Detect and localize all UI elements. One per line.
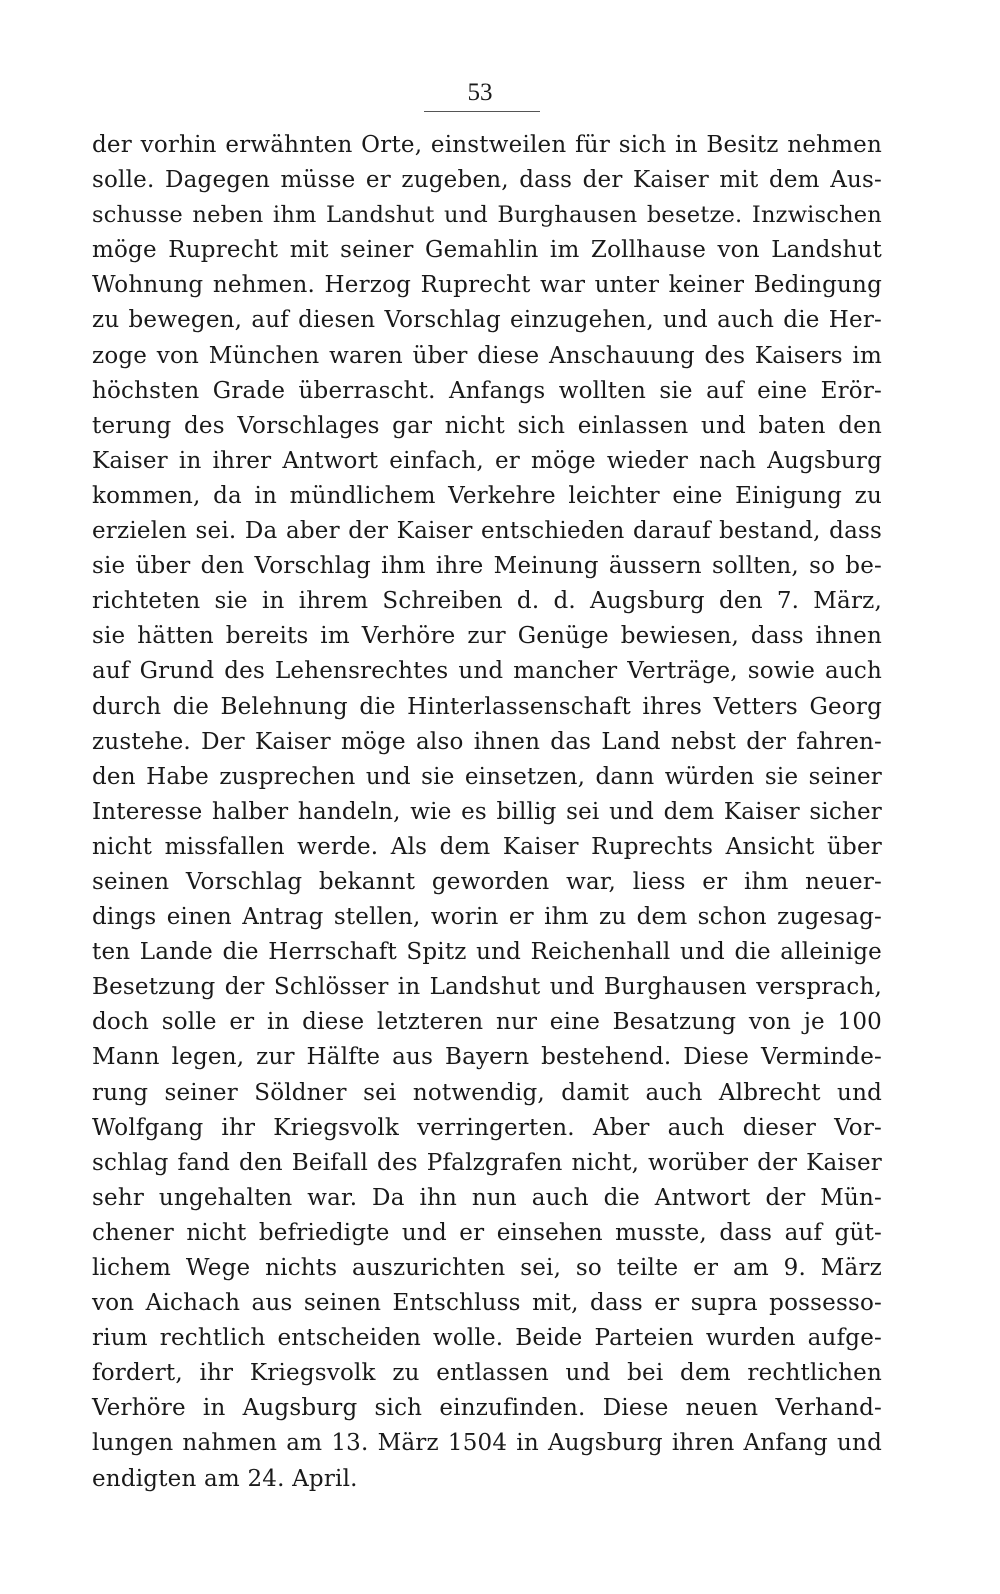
text-line: zustehe. Der Kaiser möge also ihnen das Land nebst der fahren- [92, 728, 882, 755]
text-line: solle. Dagegen müsse er zugeben, dass der Kaiser mit dem Aus- [92, 167, 882, 194]
text-line: schlag fand den Beifall des Pfalzgrafen nicht, worüber der Kaiser [92, 1149, 882, 1176]
text-line: terung des Vorschlages gar nicht sich einlassen und baten den [92, 412, 882, 439]
text-line: fordert, ihr Kriegsvolk zu entlassen und bei dem rechtlichen [92, 1360, 882, 1387]
text-line: nicht missfallen werde. Als dem Kaiser Ruprechts Ansicht über [92, 833, 882, 860]
text-line: Verhöre in Augsburg sich einzufinden. Diese neuen Verhand- [92, 1395, 882, 1422]
text-line: chener nicht befriedigte und er einsehen musste, dass auf güt- [92, 1219, 882, 1246]
text-line: Besetzung der Schlösser in Landshut und Burghausen versprach, [92, 974, 882, 1001]
text-line: Kaiser in ihrer Antwort einfach, er möge wieder nach Augsburg [92, 447, 882, 474]
text-line: endigten am 24. April. [92, 1465, 358, 1492]
text-line: lungen nahmen am 13. März 1504 in Augsburg ihren Anfang und [92, 1430, 882, 1457]
text-line: sie hätten bereits im Verhöre zur Genüge bewiesen, dass ihnen [92, 623, 882, 650]
text-line: rium rechtlich entscheiden wolle. Beide Parteien wurden aufge- [92, 1325, 882, 1352]
text-line: höchsten Grade überrascht. Anfangs wollten sie auf eine Erör- [92, 377, 882, 404]
text-line: durch die Belehnung die Hinterlassenschaft ihres Vetters Georg [92, 693, 882, 720]
text-line: erzielen sei. Da aber der Kaiser entschieden darauf bestand, dass [92, 518, 882, 545]
text-line: kommen, da in mündlichem Verkehre leichter eine Einigung zu [92, 482, 882, 509]
text-line: auf Grund des Lehensrechtes und mancher Verträge, sowie auch [92, 658, 882, 685]
text-line: Wolfgang ihr Kriegsvolk verringerten. Aber auch dieser Vor- [92, 1114, 882, 1141]
text-line: zu bewegen, auf diesen Vorschlag einzugehen, und auch die Her- [92, 307, 882, 334]
text-line: den Habe zusprechen und sie einsetzen, dann würden sie seiner [92, 763, 882, 790]
text-line: seinen Vorschlag bekannt geworden war, liess er ihm neuer- [92, 868, 882, 895]
header-rule [424, 111, 540, 112]
text-line: von Aichach aus seinen Entschluss mit, dass er supra possesso- [92, 1290, 882, 1317]
text-line: Mann legen, zur Hälfte aus Bayern bestehend. Diese Verminde- [92, 1044, 882, 1071]
text-line: der vorhin erwähnten Orte, einstweilen für sich in Besitz nehmen [92, 132, 882, 158]
text-line: Wohnung nehmen. Herzog Ruprecht war unter keiner Bedingung [92, 272, 882, 299]
text-line: doch solle er in diese letzteren nur eine Besatzung von je 100 [92, 1009, 882, 1036]
text-line: lichem Wege nichts auszurichten sei, so teilte er am 9. März [92, 1255, 882, 1281]
text-line: zoge von München waren über diese Anschauung des Kaisers im [92, 342, 882, 369]
text-line: schusse neben ihm Landshut und Burghausen besetze. Inzwischen [92, 202, 882, 229]
text-line: ten Lande die Herrschaft Spitz und Reichenhall und die alleinige [92, 939, 882, 966]
text-line: richteten sie in ihrem Schreiben d. d. Augsburg den 7. März, [92, 588, 882, 615]
text-line: möge Ruprecht mit seiner Gemahlin im Zollhause von Landshut [92, 237, 882, 264]
text-line: Interesse halber handeln, wie es billig sei und dem Kaiser sicher [92, 798, 882, 825]
body-text [92, 128, 882, 1497]
text-line: sie über den Vorschlag ihm ihre Meinung äussern sollten, so be- [92, 553, 882, 580]
text-line: rung seiner Söldner sei notwendig, damit auch Albrecht und [92, 1079, 882, 1106]
text-line: sehr ungehalten war. Da ihn nun auch die Antwort der Mün- [92, 1184, 882, 1211]
page-number: 53 [467, 79, 493, 106]
text-line: dings einen Antrag stellen, worin er ihm zu dem schon zugesag- [92, 904, 882, 931]
